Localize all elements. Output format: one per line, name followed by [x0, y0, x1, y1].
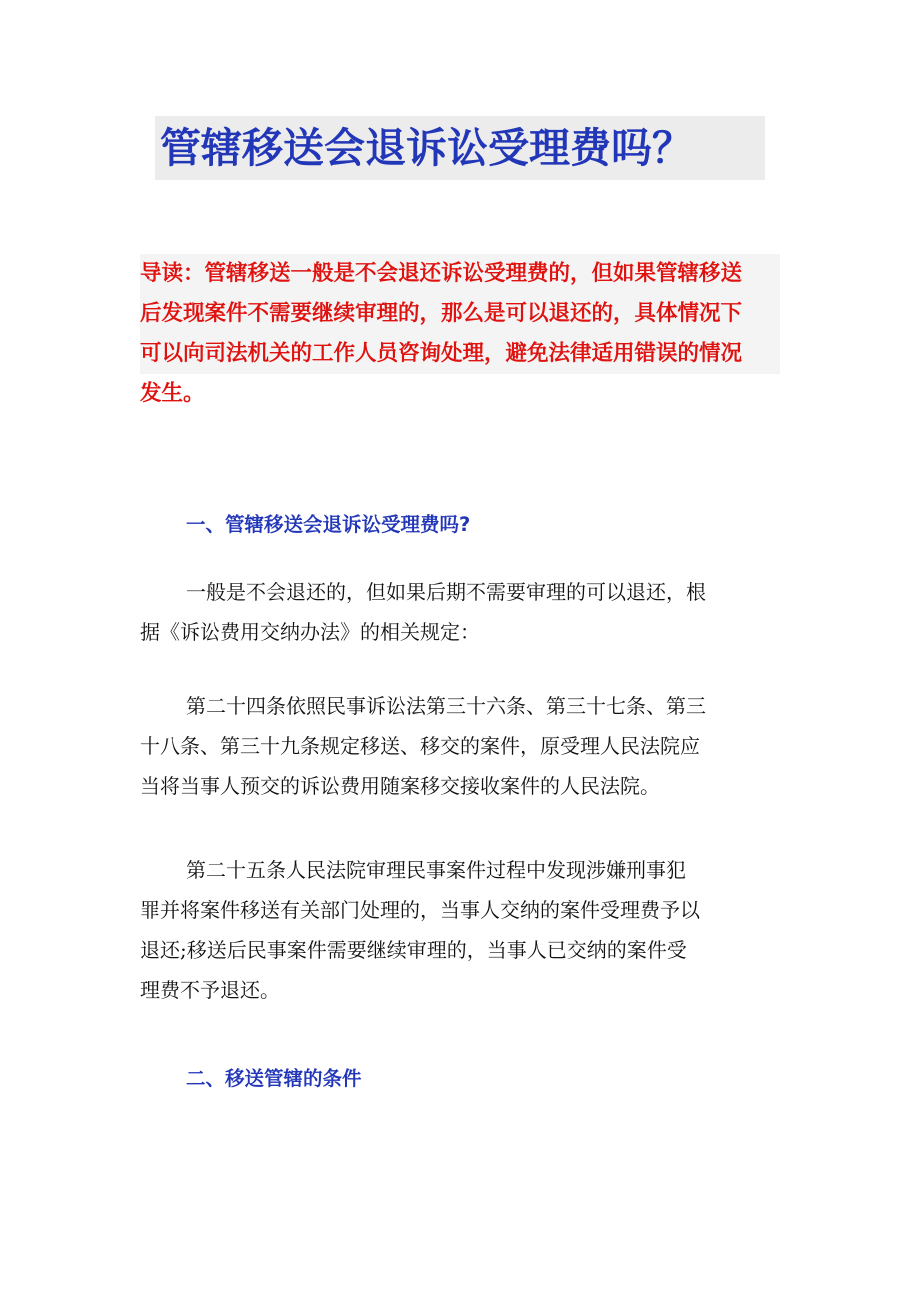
- paragraph-line: 退还;移送后民事案件需要继续审理的，当事人已交纳的案件受: [140, 938, 687, 962]
- page-title: 管辖移送会退诉讼受理费吗？: [160, 124, 693, 172]
- paragraph-line: 当将当事人预交的诉讼费用随案移交接收案件的人民法院。: [140, 774, 660, 798]
- paragraph-line: 理费不予退还。: [140, 978, 280, 1002]
- intro-line: 导读：管辖移送一般是不会退还诉讼受理费的，但如果管辖移送: [140, 254, 780, 294]
- paragraph-line: 第二十五条人民法院审理民事案件过程中发现涉嫌刑事犯: [186, 858, 686, 882]
- paragraph-line: 据《诉讼费用交纳办法》的相关规定：: [140, 620, 480, 644]
- intro-line: 可以向司法机关的工作人员咨询处理，避免法律适用错误的情况: [140, 334, 780, 374]
- intro-line: 发生。: [140, 381, 205, 406]
- intro-line: 后发现案件不需要继续审理的，那么是可以退还的，具体情况下: [140, 294, 780, 334]
- paragraph-line: 第二十四条依照民事诉讼法第三十六条、第三十七条、第三: [186, 694, 706, 718]
- section1-paragraph-3: [140, 850, 780, 1010]
- paragraph-line: 一般是不会退还的，但如果后期不需要审理的可以退还，根: [186, 580, 706, 604]
- section1-paragraph-2: [140, 686, 780, 806]
- section1-paragraph-1: [140, 572, 780, 652]
- section1-heading: 一、管辖移送会退诉讼受理费吗?: [186, 513, 471, 536]
- paragraph-line: 十八条、第三十九条规定移送、移交的案件，原受理人民法院应: [140, 734, 700, 758]
- section2-heading: 二、移送管辖的条件: [186, 1067, 362, 1090]
- intro-summary: [140, 254, 780, 414]
- paragraph-line: 罪并将案件移送有关部门处理的，当事人交纳的案件受理费予以: [140, 898, 700, 922]
